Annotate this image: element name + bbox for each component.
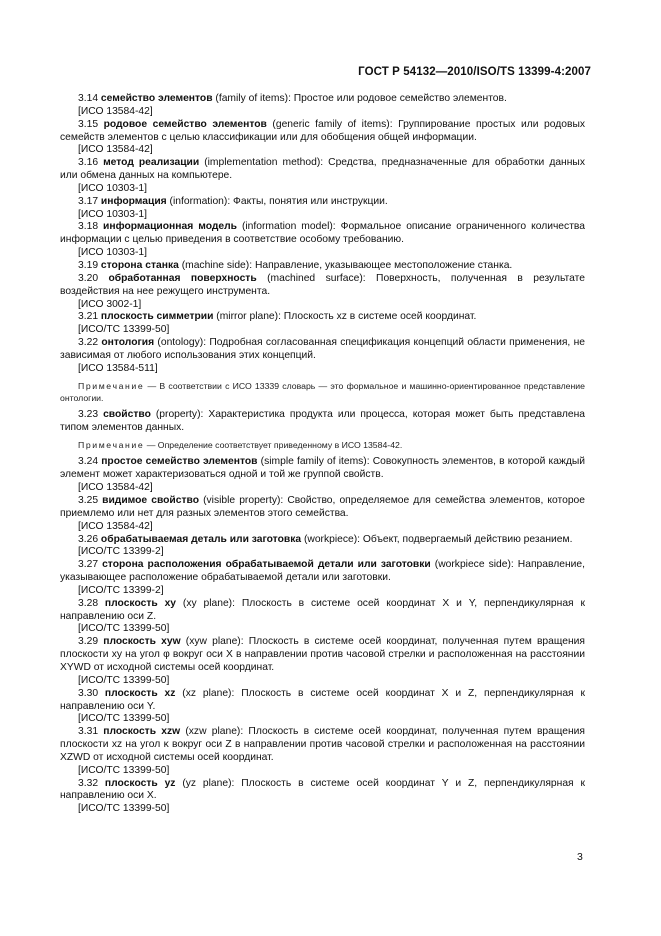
term-text: (simple family of items): Совокупность элементов, в которой каждый элемент может характеризоваться одной и той же группой свойств.: [60, 456, 586, 481]
term-number: 3.15: [78, 118, 99, 130]
source-reference: [ИСО 10303-1]: [78, 247, 147, 259]
term-text: (family of items): Простое или родовое семейство элементов.: [212, 93, 507, 104]
term-text: (property): Характеристика продукта или процесса, которая может быть представлена типом элементов данных.: [60, 409, 585, 434]
term-definition: [60, 636, 585, 675]
term-name: обработанная поверхность: [108, 272, 257, 284]
source-reference: [ИСО 3002-1]: [78, 298, 142, 310]
term-number: 3.17: [78, 195, 99, 207]
term-definition: [60, 119, 585, 145]
term-definition: [60, 337, 585, 363]
term-text: (xy plane): Плоскость в системе осей координат X и Y, перпендикулярная к направлению оси Z.: [60, 597, 585, 622]
term-number: 3.14: [78, 93, 99, 104]
note-label: Примечание: [78, 380, 145, 391]
source-reference: [ИСО 10303-1]: [78, 208, 147, 220]
term-name: семейство элементов: [100, 93, 213, 104]
document-header: ГОСТ Р 54132—2010/ISO/TS 13399-4:2007: [358, 66, 591, 78]
note: [60, 439, 585, 451]
term-definition: [60, 311, 585, 324]
term-definition: [60, 221, 585, 247]
term-text: (implementation method): Средства, предназначенные для обработки данных или обмена данных на компьютере.: [60, 157, 585, 182]
term-name: сторона станка: [100, 259, 179, 271]
note-text: — Определение соответствует приведенному в ИСО 13584-42.: [144, 440, 403, 451]
source-reference: [ИСО 13584-42]: [78, 520, 153, 532]
note: [60, 380, 585, 405]
term-text: (yz plane): Плоскость в системе осей координат Y и Z, перпендикулярная к направлению оси X.: [60, 777, 585, 802]
term-text: (xzw plane): Плоскость в системе осей координат, полученная путем вращения плоскости xz на угол κ вокруг оси Z в направлении против часовой стрелки и расположенная на расстоянии XZWD от исходной системы осей координат.: [60, 726, 585, 763]
term-name: плоскость xzw: [103, 726, 181, 738]
source-reference: [ИСО/ТС 13399-50]: [78, 324, 170, 336]
term-name: информационная модель: [103, 221, 237, 233]
term-name: свойство: [103, 409, 151, 421]
term-number: 3.29: [78, 636, 99, 648]
term-number: 3.19: [78, 259, 99, 271]
term-name: плоскость xy: [104, 597, 177, 609]
term-definition: [60, 409, 585, 435]
term-name: информация: [100, 195, 167, 207]
term-definition: [60, 688, 585, 714]
term-name: простое семейство элементов: [101, 456, 258, 468]
term-number: 3.26: [78, 533, 99, 545]
source-reference: [ИСО/ТС 13399-50]: [78, 674, 170, 686]
term-text: (machined surface): Поверхность, полученная в результате воздействия на нее режущего инструмента.: [60, 272, 585, 297]
source-reference: [ИСО 13584-42]: [78, 482, 153, 494]
term-number: 3.23: [78, 409, 99, 421]
term-definition: [60, 273, 585, 299]
term-number: 3.25: [78, 495, 99, 506]
term-text: (workpiece): Объект, подвергаемый действию резанием.: [301, 533, 573, 545]
term-number: 3.30: [78, 687, 99, 699]
term-name: плоскость симметрии: [100, 311, 214, 323]
term-text: (generic family of items): Группирование простых или родовых семейств элементов с целью классификации или для обобщения общей информации.: [60, 118, 585, 143]
term-definition: [60, 260, 585, 273]
term-number: 3.20: [78, 272, 99, 284]
term-definition: [60, 495, 585, 521]
source-reference: [ИСО/ТС 13399-2]: [78, 584, 164, 596]
term-definition: [60, 196, 585, 209]
source-reference: [ИСО/ТС 13399-2]: [78, 546, 164, 558]
term-text: (machine side): Направление, указывающее местоположение станка.: [178, 259, 513, 271]
term-definition: [60, 778, 585, 804]
term-definition: [60, 598, 585, 624]
term-text: (xyw plane): Плоскость в системе осей координат, полученная путем вращения плоскости xy на угол φ вокруг оси X в направлении против часовой стрелки и расположенная на расстоянии XYWD от исходной системы осей координат.: [60, 636, 585, 673]
source-reference: [ИСО/ТС 13399-50]: [78, 713, 170, 725]
page-body: [60, 93, 585, 816]
term-text: (visible property): Свойство, определяемое для семейства элементов, которое приемлемо или нет для разных элементов этого семейства.: [60, 495, 585, 519]
term-name: метод реализации: [103, 157, 200, 169]
term-text: (information): Факты, понятия или инструкции.: [166, 195, 388, 207]
term-name: видимое свойство: [102, 495, 200, 506]
term-definition: [60, 559, 585, 585]
term-number: 3.24: [78, 456, 99, 468]
source-reference: [ИСО 13584-42]: [78, 105, 153, 117]
term-definition: [60, 534, 585, 547]
term-name: сторона расположения обрабатываемой детали или заготовки: [102, 559, 431, 571]
term-text: (xz plane): Плоскость в системе осей координат X и Z, перпендикулярная к направлению оси Y.: [60, 687, 585, 712]
term-definition: [60, 93, 585, 106]
term-text: (workpiece side): Направление, указывающее расположение обрабатываемой детали или заготовки.: [60, 559, 585, 584]
term-definition: [60, 456, 585, 482]
term-name: плоскость yz: [104, 777, 176, 789]
note-text: — В соответствии с ИСО 13339 словарь — это формальное и машинно-ориентированное представление онтологии.: [60, 380, 585, 403]
note-label: Примечание: [78, 440, 145, 451]
term-definition: [60, 157, 585, 183]
term-text: (information model): Формальное описание ограниченного количества информации с целью приведения в соответствие особому требованию.: [60, 221, 585, 246]
term-text: (ontology): Подробная согласованная спецификация концепций области применения, не зависимая от любого использования этих концепций.: [60, 337, 585, 361]
term-name: плоскость xz: [104, 687, 176, 699]
term-number: 3.21: [78, 311, 99, 323]
source-reference: [ИСО 10303-1]: [78, 182, 147, 194]
term-number: 3.16: [78, 157, 99, 169]
term-name: плоскость xyw: [103, 636, 181, 648]
source-reference: [ИСО/ТС 13399-50]: [78, 623, 170, 635]
term-name: родовое семейство элементов: [103, 118, 267, 130]
source-reference: [ИСО/ТС 13399-50]: [78, 764, 170, 776]
term-number: 3.28: [78, 597, 99, 609]
term-number: 3.22: [78, 337, 99, 349]
term-number: 3.32: [78, 777, 99, 789]
term-number: 3.27: [78, 559, 99, 571]
term-name: обрабатываемая деталь или заготовка: [100, 533, 302, 545]
term-number: 3.31: [78, 726, 99, 738]
source-reference: [ИСО/ТС 13399-50]: [78, 803, 170, 815]
source-reference: [ИСО 13584-511]: [78, 362, 158, 374]
term-text: (mirror plane): Плоскость xz в системе осей координат.: [213, 311, 477, 323]
page-number: 3: [577, 851, 583, 863]
source-reference: [ИСО 13584-42]: [78, 144, 153, 156]
term-name: онтология: [101, 337, 155, 349]
term-definition: [60, 726, 585, 765]
term-number: 3.18: [78, 221, 99, 233]
